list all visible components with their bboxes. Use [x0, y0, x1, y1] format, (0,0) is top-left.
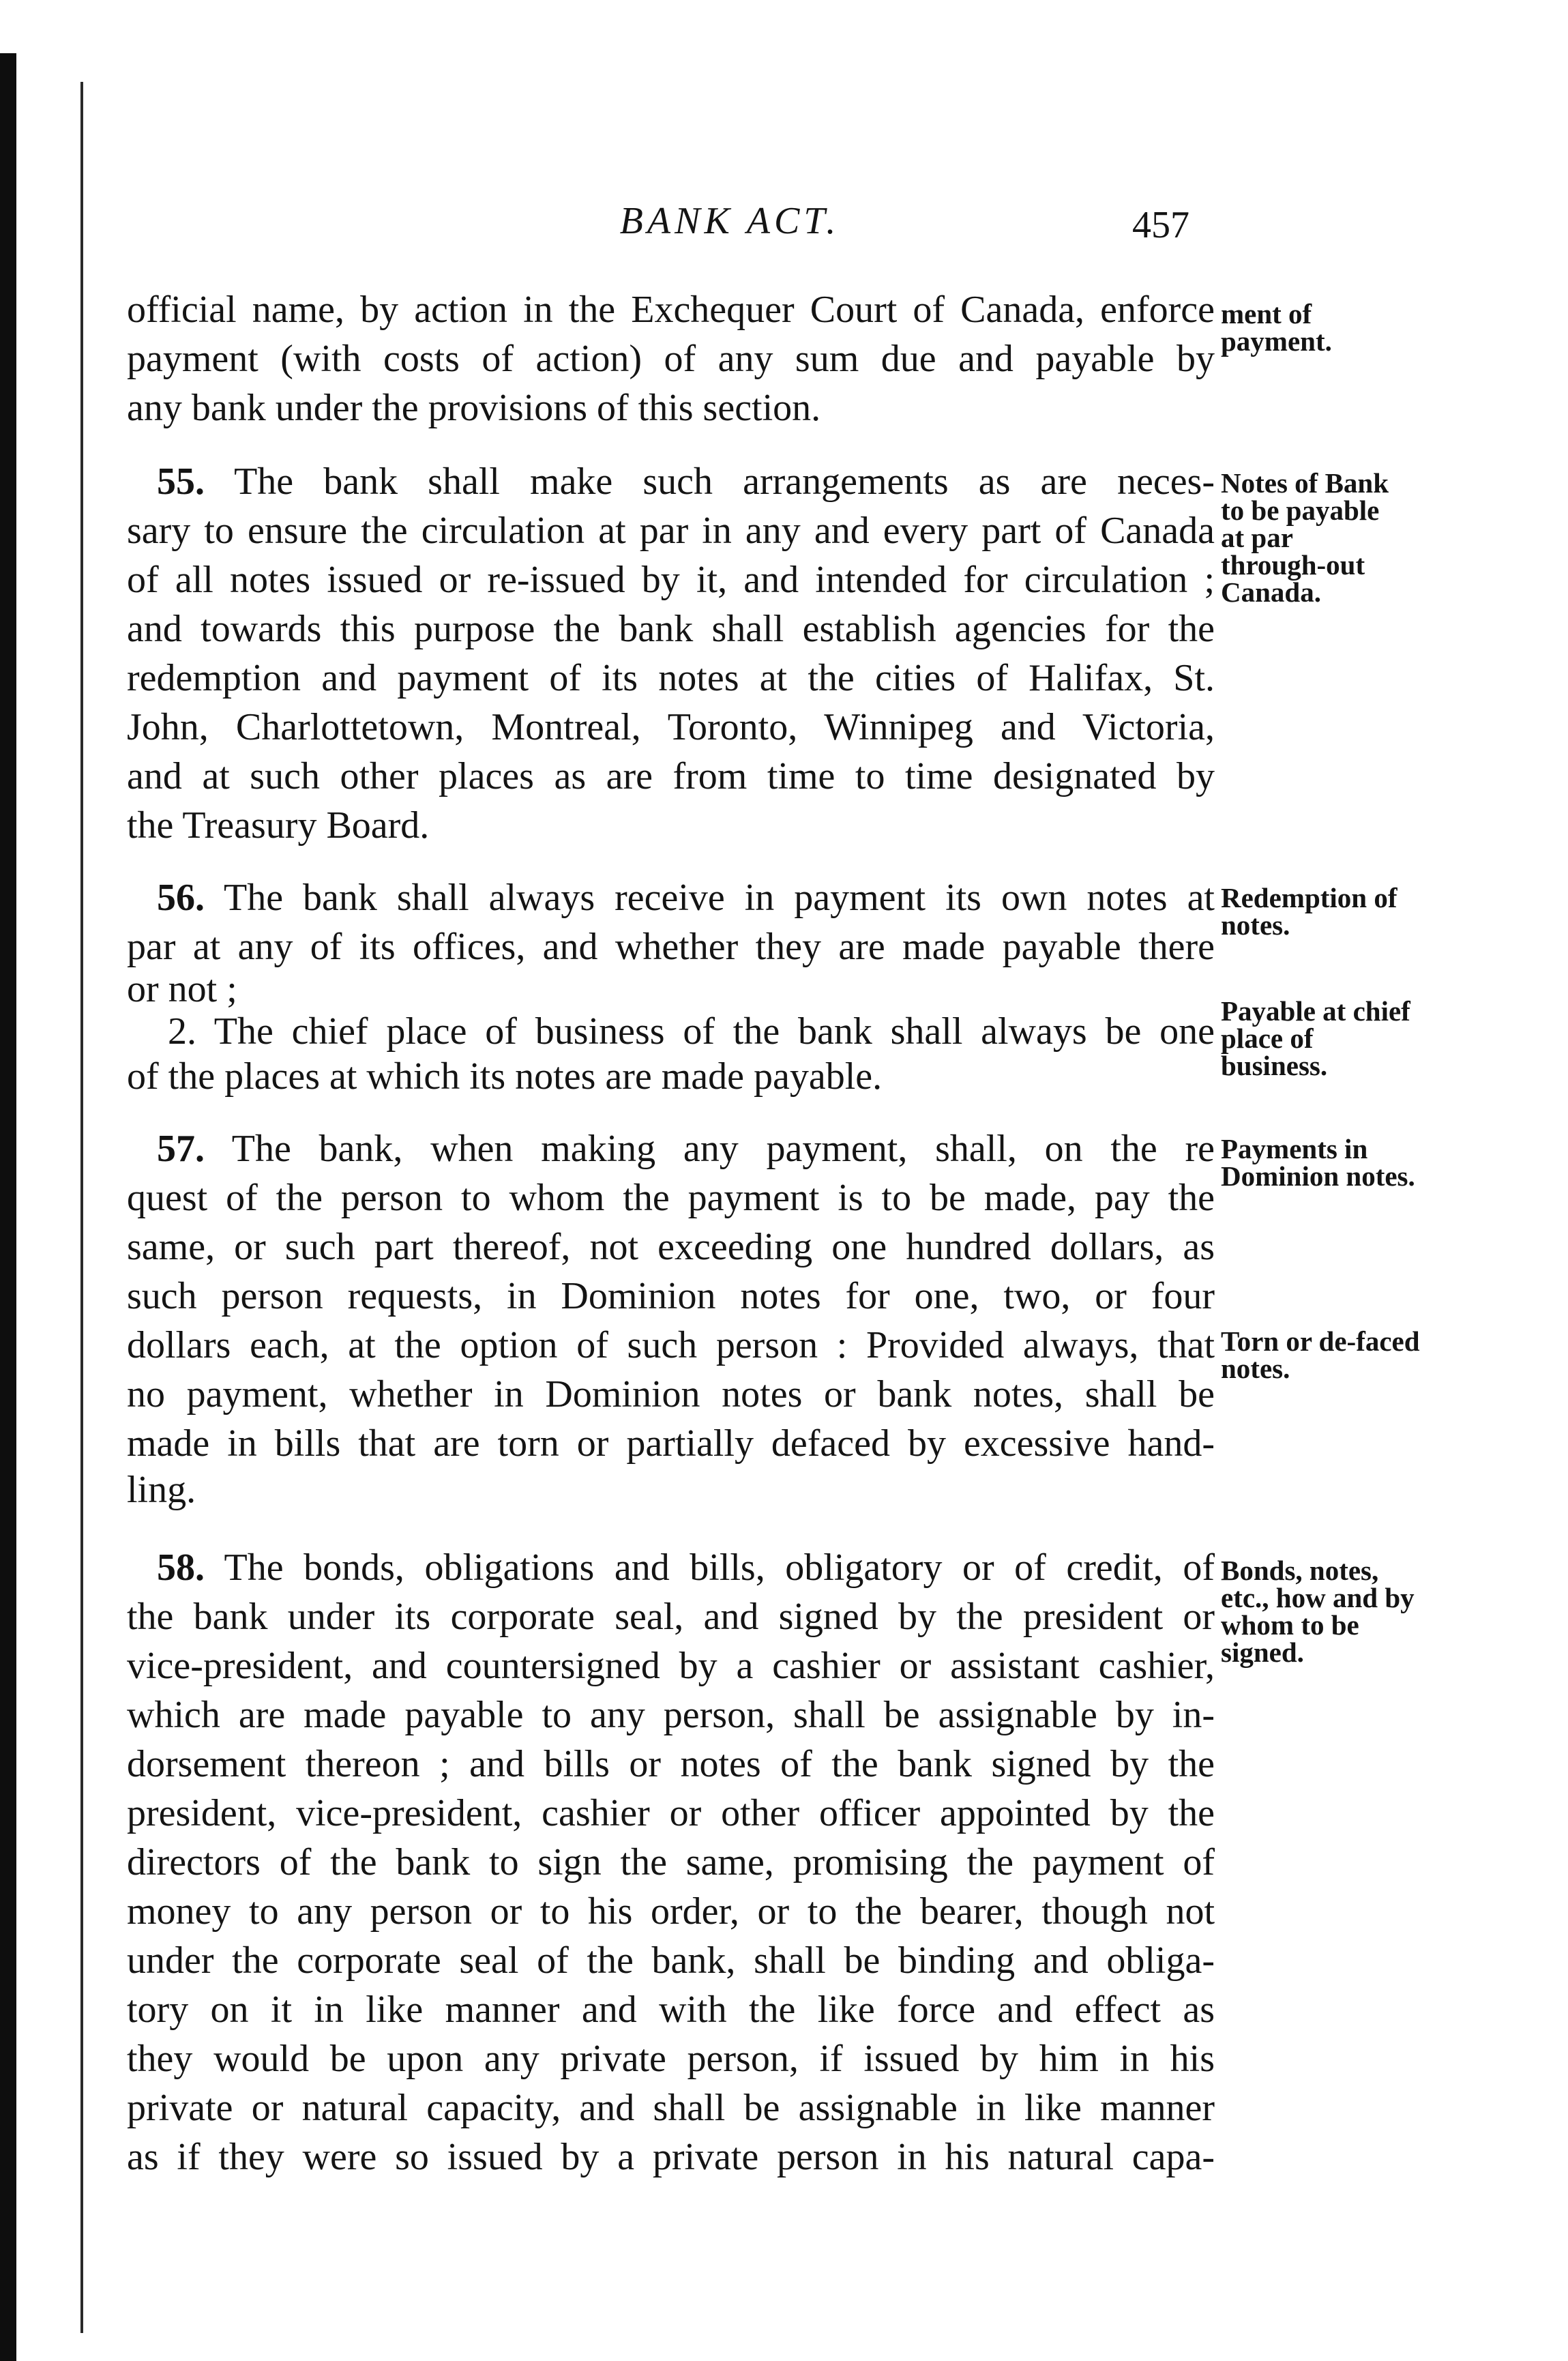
section-56-line — [157, 873, 1215, 922]
section-57-line — [157, 1124, 1215, 1173]
margin-note: Payments in Dominion notes. — [1221, 1133, 1415, 1192]
page-header — [123, 199, 1419, 254]
running-head: BANK ACT. — [619, 200, 840, 242]
text-line: such person requests, in Dominion notes for one, two, or four — [127, 1275, 1215, 1317]
text-line: made in bills that are torn or partially defaced by excessive hand- — [127, 1422, 1215, 1465]
text-span: The bank shall always receive in payment its own notes at — [223, 877, 1215, 919]
margin-note: Notes of Bank to be payable at par through-out Canada. — [1221, 467, 1389, 608]
text-line: redemption and payment of its notes at the cities of Halifax, St. — [127, 657, 1215, 699]
text-line: which are made payable to any person, shall be assignable by in- — [127, 1694, 1215, 1736]
text-line: tory on it in like manner and with the like force and effect as — [127, 1989, 1215, 2031]
margin-note: ment of payment. — [1221, 298, 1332, 357]
text-line: ling. — [127, 1469, 196, 1511]
text-line: president, vice-president, cashier or other officer appointed by the — [127, 1792, 1215, 1834]
text-line: dorsement thereon ; and bills or notes of the bank signed by the — [127, 1743, 1215, 1785]
text-line: no payment, whether in Dominion notes or bank notes, shall be — [127, 1373, 1215, 1416]
text-line: money to any person or to his order, or to the bearer, though not — [127, 1890, 1215, 1933]
subsection-2-line — [168, 1007, 1215, 1056]
text-line: and towards this purpose the bank shall establish agencies for the — [127, 608, 1215, 650]
section-number: 57. — [157, 1128, 205, 1170]
text-line: directors of the bank to sign the same, promising the payment of — [127, 1841, 1215, 1883]
text-span: The bank shall make such arrangements as are neces- — [234, 460, 1215, 503]
text-line: par at any of its offices, and whether they are made payable there — [127, 926, 1215, 968]
text-line: of all notes issued or re-issued by it, and intended for circulation ; — [127, 559, 1215, 601]
section-55-line — [157, 457, 1215, 506]
scan-edge-bar — [0, 53, 16, 2361]
text-line: they would be upon any private person, if issued by him in his — [127, 2038, 1215, 2080]
section-58-line — [157, 1543, 1215, 1592]
text-span: The bank, when making any payment, shall, on the re — [231, 1128, 1215, 1170]
text-line: any bank under the provisions of this section. — [127, 387, 821, 429]
text-line: of the places at which its notes are made payable. — [127, 1055, 883, 1098]
text-line: as if they were so issued by a private person in his natural capa- — [127, 2136, 1215, 2178]
margin-note: Bonds, notes, etc., how and by whom to be signed. — [1221, 1555, 1415, 1668]
page-number: 457 — [1132, 204, 1189, 246]
text-line: dollars each, at the option of such person : Provided always, that — [127, 1324, 1215, 1366]
text-line: private or natural capacity, and shall be assignable in like manner — [127, 2087, 1215, 2129]
text-line: or not ; — [127, 968, 237, 1010]
subsection-number: 2. — [168, 1010, 196, 1053]
text-line: John, Charlottetown, Montreal, Toronto, Winnipeg and Victoria, — [127, 706, 1215, 748]
section-number: 58. — [157, 1546, 205, 1589]
margin-note: Torn or de-faced notes. — [1221, 1325, 1420, 1384]
text-line: same, or such part thereof, not exceeding one hundred dollars, as — [127, 1226, 1215, 1268]
margin-note: Redemption of notes. — [1221, 882, 1397, 941]
scan-edge-line — [80, 82, 83, 2333]
text-span: The bonds, obligations and bills, obligatory or of credit, of — [224, 1546, 1215, 1589]
text-line: sary to ensure the circulation at par in any and every part of Canada — [127, 510, 1215, 552]
text-line: vice-president, and countersigned by a cashier or assistant cashier, — [127, 1645, 1215, 1687]
text-line: the Treasury Board. — [127, 804, 430, 847]
text-line: and at such other places as are from time to time designated by — [127, 755, 1215, 797]
text-line: under the corporate seal of the bank, shall be binding and obliga- — [127, 1939, 1215, 1982]
text-line: quest of the person to whom the payment is to be made, pay the — [127, 1177, 1215, 1219]
text-line: payment (with costs of action) of any sum due and payable by — [127, 338, 1215, 380]
text-line: the bank under its corporate seal, and signed by the president or — [127, 1596, 1215, 1638]
section-number: 56. — [157, 877, 205, 919]
margin-note: Payable at chief place of business. — [1221, 995, 1410, 1081]
text-line: official name, by action in the Exchequer Court of Canada, enforce — [127, 289, 1215, 331]
section-number: 55. — [157, 460, 205, 503]
text-span: The chief place of business of the bank shall always be one — [213, 1010, 1215, 1053]
